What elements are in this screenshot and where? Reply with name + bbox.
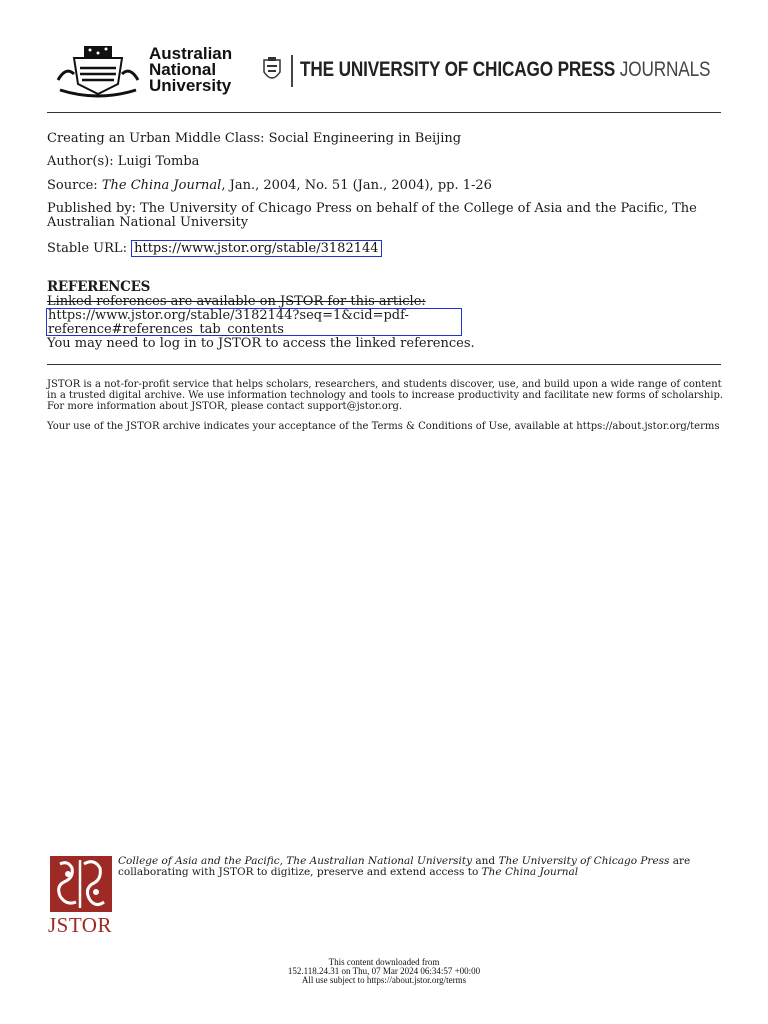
anu-line-2: National xyxy=(149,60,217,79)
collab-org-2: The University of Chicago Press xyxy=(498,855,670,867)
jstor-wordmark: JSTOR xyxy=(48,913,112,937)
anu-wordmark xyxy=(149,46,232,94)
stable-url-link[interactable]: https://www.jstor.org/stable/3182144 xyxy=(131,240,381,257)
source-label: Source: xyxy=(47,178,98,193)
source-rest: , Jan., 2004, No. 51 (Jan., 2004), pp. 1-26 xyxy=(221,178,492,193)
collaboration-text xyxy=(118,856,698,878)
references-heading: REFERENCES xyxy=(47,279,151,295)
header-separator xyxy=(291,55,293,87)
authors-line xyxy=(47,154,199,169)
stable-url-label: Stable URL: xyxy=(47,241,127,256)
jstor-notice-para-2: Your use of the JSTOR archive indicates your acceptance of the Terms & Conditions of Use, available at https://about.jstor.org/terms xyxy=(47,421,720,432)
collab-and: and xyxy=(472,855,499,867)
ucp-light: JOURNALS xyxy=(619,58,711,81)
jstor-notice-para-1: JSTOR is a not-for-profit service that helps scholars, researchers, and students discover, use, and build upon a wide range of content in a trusted digital archive. We use information technology and tools to increase productivity and facilitate new forms of scholarship. For more information about JSTOR, please contact support@jstor.org. xyxy=(47,379,724,412)
collab-middle: are collaborating with JSTOR to digitize, preserve and extend access to xyxy=(118,855,691,878)
article-title: Creating an Urban Middle Class: Social Engineering in Beijing xyxy=(47,131,462,146)
collab-org-1: College of Asia and the Pacific, The Australian National University xyxy=(118,855,473,867)
footer-line-3: All use subject to https://about.jstor.org/terms xyxy=(301,975,467,985)
authors-value: Luigi Tomba xyxy=(117,154,200,169)
authors-label: Author(s): xyxy=(47,154,114,169)
top-rule xyxy=(47,112,721,113)
references-link-line-1[interactable]: https://www.jstor.org/stable/3182144?seq=1&cid=pdf- xyxy=(48,308,409,323)
references-intro: Linked references are available on JSTOR for this article: xyxy=(47,294,426,309)
ucp-bold: THE UNIVERSITY OF CHICAGO PRESS xyxy=(300,58,616,81)
anu-line-1: Australian xyxy=(149,44,233,63)
ucp-wordmark xyxy=(300,58,710,82)
footer-line-2: 152.118.24.31 on Thu, 07 Mar 2024 06:34:57 +00:00 xyxy=(287,966,481,976)
jstor-logo-icon xyxy=(50,856,112,912)
footer-line-1: This content downloaded from xyxy=(328,957,440,967)
middle-rule xyxy=(47,364,721,365)
source-line xyxy=(47,178,492,193)
anu-line-3: University xyxy=(149,76,232,95)
references-link[interactable] xyxy=(46,308,462,336)
anu-crest-icon xyxy=(56,44,140,98)
ucp-crest-icon xyxy=(262,56,282,84)
published-by: Published by: The University of Chicago Press on behalf of the College of Asia and the Pacific, The Australian National University xyxy=(47,201,697,230)
collab-journal: The China Journal xyxy=(481,866,579,878)
references-link-line-2[interactable]: reference#references_tab_contents xyxy=(48,322,284,337)
source-journal: The China Journal xyxy=(101,178,222,193)
references-login-note: You may need to log in to JSTOR to access the linked references. xyxy=(47,336,475,351)
stable-url-line xyxy=(47,241,382,256)
